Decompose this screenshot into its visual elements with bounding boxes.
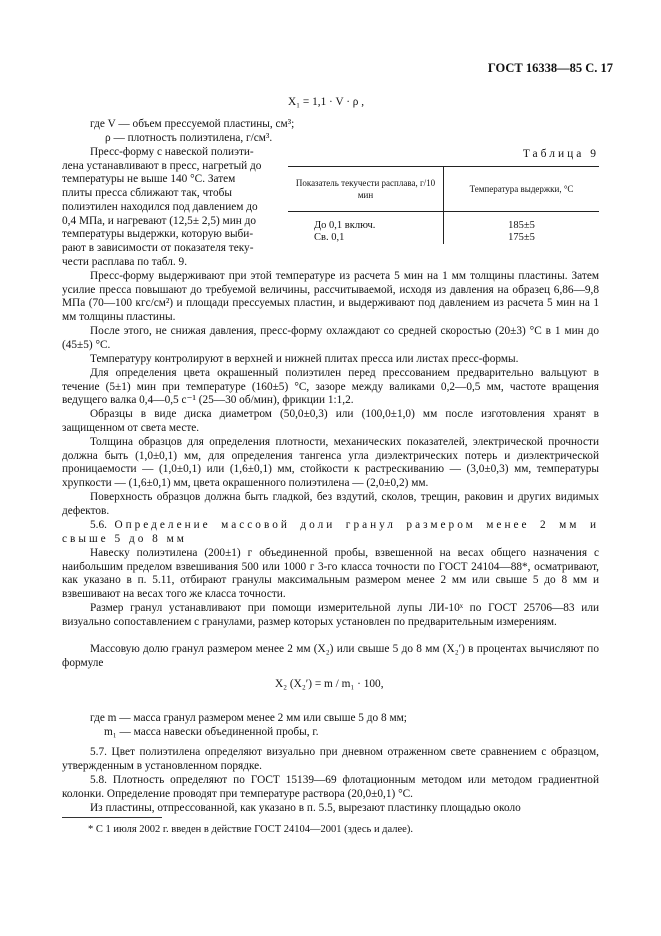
paragraph: Образцы в виде диска диаметром (50,0±0,3) или (100,0±1,0) мм после изготовления хранят в защищенном от света месте.: [62, 408, 599, 434]
left-line: рают в зависимости от показателя теку-: [62, 241, 254, 254]
left-line: 0,4 МПа, и нагревают (12,5± 2,5) мин до: [62, 214, 257, 227]
paragraph: Поверхность образцов должна быть гладкой, без вздутий, сколов, трещин, раковин и других видимых дефектов.: [62, 491, 599, 517]
left-line: полиэтилен находился под давлением до: [62, 200, 258, 213]
section-title: Определение массовой доли гранул размером менее 2 мм и свыше 5 до 8 мм: [62, 519, 599, 545]
paragraph-5-7: 5.7. Цвет полиэтилена определяют визуально при дневном отраженном свете сравнением с образцом, утвержденным в установленном порядке.: [62, 746, 599, 772]
table-col2-header: Температура выдержки, °С: [444, 167, 600, 212]
left-line: Пресс-форму с навеской полиэти-: [90, 146, 254, 158]
left-line: температуры не выше 140 °С. Затем: [62, 173, 236, 186]
paragraph: Размер гранул устанавливают при помощи измерительной лупы ЛИ-10ˣ по ГОСТ 25706—83 или визуально сопоставлением с гранулами, размер которых установлен по предварительным измерениям.: [62, 602, 599, 628]
paragraph: Пресс-форму выдерживают при этой температуре из расчета 5 мин на 1 мм толщины пластины. Затем усилие пресса повышают до требуемой величины, рассчитываемой, исходя из давления на образец 6,86—9,8 МПа (70—100 кгс/см²) и площади прессуемых пластин, и выдерживают под давлением из расчета 5 мин на 1 мм толщины пластины.: [62, 270, 599, 324]
paragraph: Для определения цвета окрашенный полиэтилен перед прессованием предварительно вальцуют в течение (5±1) мин при температуре (160±5) °С, зазоре между валиками 0,2—0,5 мм, частоте вращения ведущего валка 0,4—0,5 с⁻¹ (25—30 об/мин), фрикции 1:1,2.: [62, 367, 599, 407]
where-sample-mass: m₁ — масса навески объединенной пробы, г.: [104, 726, 319, 738]
paragraph-5-8: 5.8. Плотность определяют по ГОСТ 15139—69 флотационным методом или методом градиентной колонки. Определение проводят при температуре раствора (20,0±0,1) °С.: [62, 774, 599, 800]
where-mass: где m — масса гранул размером менее 2 мм или свыше 5 до 8 мм;: [90, 712, 407, 724]
section-number: 5.6.: [90, 519, 107, 531]
table-row: [288, 232, 599, 244]
paragraph: Температуру контролируют в верхней и нижней плитах пресса или листах пресс-формы.: [90, 353, 519, 365]
table-header-row: [288, 167, 599, 212]
left-line: плиты пресса сближают так, чтобы: [62, 187, 232, 200]
paragraph: Толщина образцов для определения плотности, механических показателей, электрической прочности должна быть (1,0±0,1) мм, для определения тангенса угла диэлектрических потерь и диэлектрической проницаемости — (1,0±0,1) или (1,6±0,1) мм, стойкости к растрескиванию — (3,0±0,3) мм, температуры хрупкости — (1,6±0,1) мм, цвета окрашенного полиэтилена — (2,0±0,2) мм.: [62, 436, 599, 490]
left-line: температуры выдержки, которую выби-: [62, 228, 254, 241]
table-cell-temp: 185±5: [444, 212, 600, 233]
table-cell-index: До 0,1 включ.: [314, 220, 376, 231]
table-cell-temp: 175±5: [444, 232, 600, 244]
table-9: [288, 166, 599, 244]
paragraph: После этого, не снижая давления, пресс-форму охлаждают со средней скоростью (20±3) °С в 1 мин до (45±5) °С.: [62, 325, 599, 351]
page-header: ГОСТ 16338—85 С. 17: [487, 61, 613, 75]
paragraph: Из пластины, отпрессованной, как указано в п. 5.5, вырезают пластинку площадью около: [90, 802, 521, 814]
left-line: лена устанавливают в пресс, нагретый до: [62, 159, 262, 172]
left-column-text: [62, 146, 280, 269]
footnote-divider: [62, 817, 162, 818]
formula-x1: X₁ = 1,1 · V · ρ ,: [288, 96, 365, 108]
where-density: ρ — плотность полиэтилена, г/см³.: [105, 132, 273, 144]
footnote: * С 1 июля 2002 г. введен в действие ГОСТ 24104—2001 (здесь и далее).: [88, 824, 413, 835]
where-volume: где V — объем прессуемой пластины, см³;: [90, 118, 295, 130]
table-cell-index: Св. 0,1: [314, 232, 345, 243]
table-col1-header: Показатель текучести расплава, г/10 мин: [288, 167, 444, 212]
left-line: чести расплава по табл. 9.: [62, 255, 188, 268]
paragraph: Навеску полиэтилена (200±1) г объединенной пробы, взвешенной на весах общего назначения с наибольшим пределом взвешивания 500 или 1000 г 3-го класса точности по ГОСТ 24104—88*, осматривают, как указано в п. 5.11, отбирают гранулы максимальным размером менее 2 мм или свыше 5 до 8 мм и взвешивают на весах того же класса точности.: [62, 547, 599, 601]
table-caption: Таблица 9: [522, 148, 599, 160]
paragraph: Массовую долю гранул размером менее 2 мм (X₂) или свыше 5 до 8 мм (X₂′) в процентах вычисляют по формуле: [62, 643, 599, 669]
formula-x2: X₂ (X₂′) = m / m₁ · 100,: [275, 678, 384, 690]
section-5-6-heading: [62, 519, 599, 546]
table-row: [288, 212, 599, 233]
